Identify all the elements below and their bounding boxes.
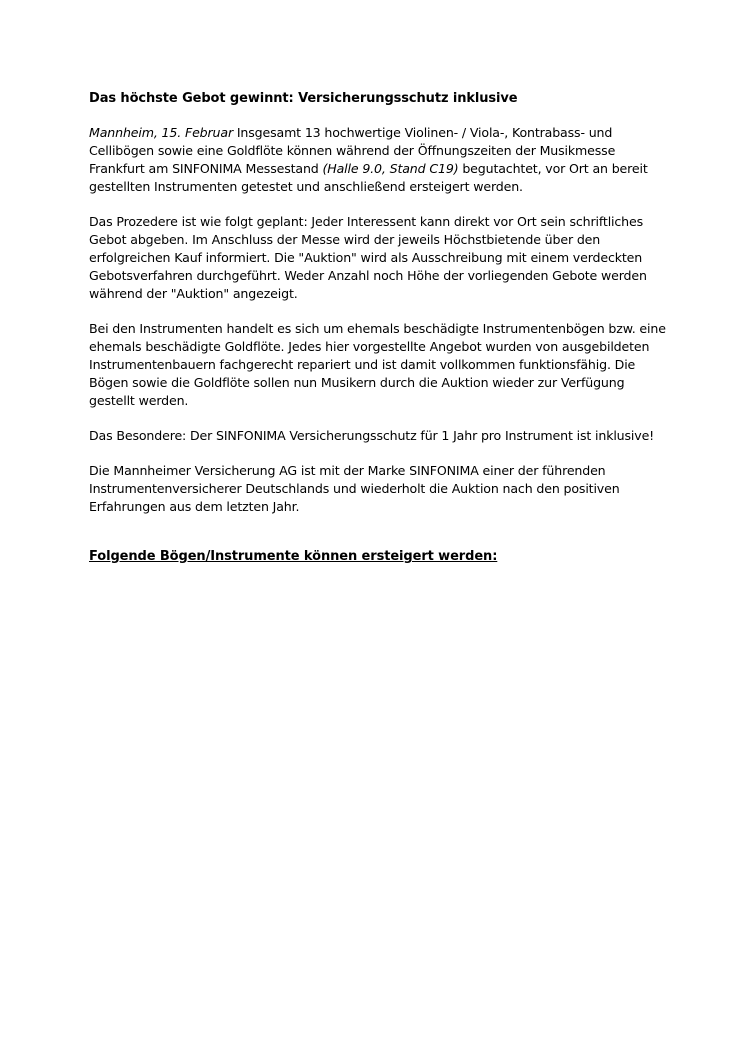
procedure-paragraph: Das Prozedere ist wie folgt geplant: Jeder Interessent kann direkt vor Ort sein schriftliches Gebot abgeben. Im Anschluss der Messe wird der jeweils Höchstbietende über den erfolgreichen Kauf informiert. Die "Auktion" wird als Ausschreibung mit einem verdeckten Gebotsverfahren durchgeführt. Weder Anzahl noch Höhe der vorliegenden Gebote werden während der "Auktion" angezeigt. xyxy=(89,214,647,301)
intro-text-b: begutachtet, vor Ort an bereit gestellten Instrumenten getestet und anschließend ersteigert werden. xyxy=(89,161,648,194)
document-page xyxy=(89,90,669,566)
dateline: Mannheim, 15. Februar xyxy=(89,125,233,140)
stand-location: (Halle 9.0, Stand C19) xyxy=(322,161,459,176)
instruments-paragraph: Bei den Instrumenten handelt es sich um ehemals beschädigte Instrumentenbögen bzw. eine ehemals beschädigte Goldflöte. Jedes hier vorgestellte Angebot wurden von ausgebildeten Instrumentenbauern fachgerecht repariert und ist damit vollkommen funktionsfähig. Die Bögen sowie die Goldflöte sollen nun Musikern durch die Auktion wieder zur Verfügung gestellt werden. xyxy=(89,321,666,408)
company-paragraph: Die Mannheimer Versicherung AG ist mit der Marke SINFONIMA einer der führenden Instrumentenversicherer Deutschlands und wiederholt die Auktion nach den positiven Erfahrungen aus dem letzten Jahr. xyxy=(89,463,620,514)
intro-paragraph xyxy=(89,124,669,196)
list-heading: Folgende Bögen/Instrumente können ersteigert werden: xyxy=(89,549,498,564)
intro-text-a: Insgesamt 13 hochwertige Violinen- / Viola-, Kontrabass- und Cellibögen sowie eine Goldflöte können während der Öffnungszeiten der Musikmesse Frankfurt am SINFONIMA Messestand xyxy=(89,125,616,176)
insurance-paragraph: Das Besondere: Der SINFONIMA Versicherungsschutz für 1 Jahr pro Instrument ist inklusive! xyxy=(89,428,655,443)
document-title: Das höchste Gebot gewinnt: Versicherungsschutz inklusive xyxy=(89,91,518,106)
